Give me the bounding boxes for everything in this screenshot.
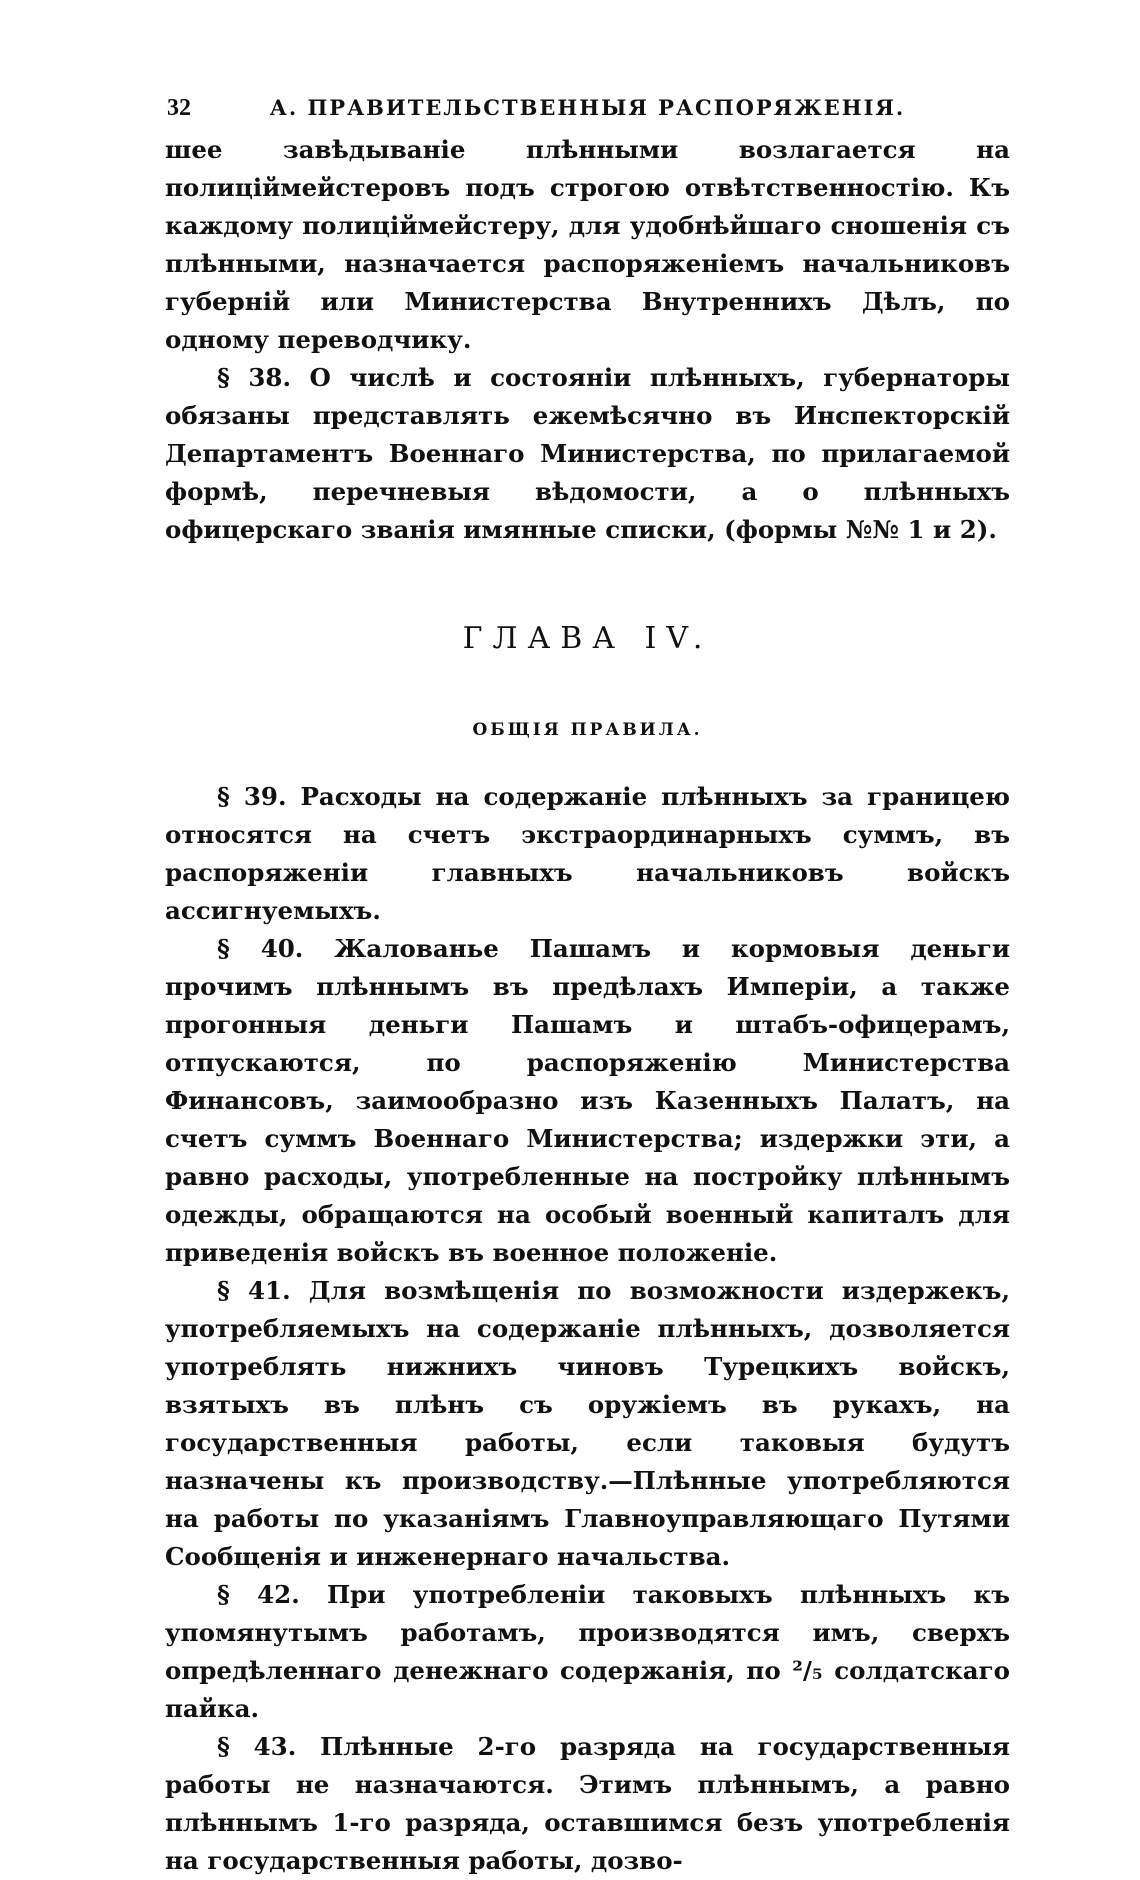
paragraph-41: § 41. Для возмѣщенія по возможности издержекъ, употребляемыхъ на содержаніе плѣнныхъ, дозволяется употреблять нижнихъ чиновъ Турецкихъ войскъ, взятыхъ въ плѣнъ съ оружіемъ въ рукахъ, на государственныя работы, если таковыя будутъ назначены къ производству.—Плѣнные употребляются на работы по указаніямъ Главноуправляющаго Путями Сообщенія и инженернаго начальства. [165,1276,1010,1571]
text-block-top [165,131,1010,549]
paragraph-42: § 42. При употребленіи таковыхъ плѣнныхъ къ упомянутымъ работамъ, производятся имъ, сверхъ опредѣленнаго денежнаго содержанія, по ²/₅ солдатскаго пайка. [165,1580,1010,1723]
running-title: А. ПРАВИТЕЛЬСТВЕННЫЯ РАСПОРЯЖЕНІЯ. [269,95,906,120]
chapter-title: ГЛАВА IV. [462,621,713,656]
text-block-bottom [165,778,1010,1880]
paragraph-continuation: шее завѣдываніе плѣнными возлагается на полиціймейстеровъ подъ строгою отвѣтственностію. Къ каждому полиціймейстеру, для удобнѣйшаго сношенія съ плѣнными, назначается распоряженіемъ начальниковъ губерній или Министерства Внутреннихъ Дѣлъ, по одному переводчику. [165,135,1010,354]
paragraph-43: § 43. Плѣнные 2-го разряда на государственныя работы не назначаются. Этимъ плѣннымъ, а равно плѣннымъ 1-го разряда, оставшимся безъ употребленія на государственныя работы, дозво- [165,1732,1010,1875]
running-head [165,95,1010,131]
paragraph-40: § 40. Жалованье Пашамъ и кормовыя деньги прочимъ плѣннымъ въ предѣлахъ Имперіи, а также прогонныя деньги Пашамъ и штабъ-офицерамъ, отпускаются, по распоряженію Министерства Финансовъ, заимообразно изъ Казенныхъ Палатъ, на счетъ суммъ Военнаго Министерства; издержки эти, а равно расходы, употребленные на постройку плѣннымъ одежды, обращаются на особый военный капиталъ для приведенія войскъ въ военное положеніе. [165,934,1010,1267]
page-number: 32 [167,95,191,121]
chapter-subtitle: ОБЩІЯ ПРАВИЛА. [472,720,703,740]
document-page [165,95,1010,1880]
paragraph-38: § 38. О числѣ и состояніи плѣнныхъ, губернаторы обязаны представлять ежемѣсячно въ Инспекторскій Департаментъ Военнаго Министерства, по прилагаемой формѣ, перечневыя вѣдомости, а о плѣнныхъ офицерскаго званія имянные списки, (формы №№ 1 и 2). [165,363,1010,544]
paragraph-39: § 39. Расходы на содержаніе плѣнныхъ за границею относятся на счетъ экстраординарныхъ суммъ, въ распоряженіи главныхъ начальниковъ войскъ ассигнуемыхъ. [165,782,1010,925]
